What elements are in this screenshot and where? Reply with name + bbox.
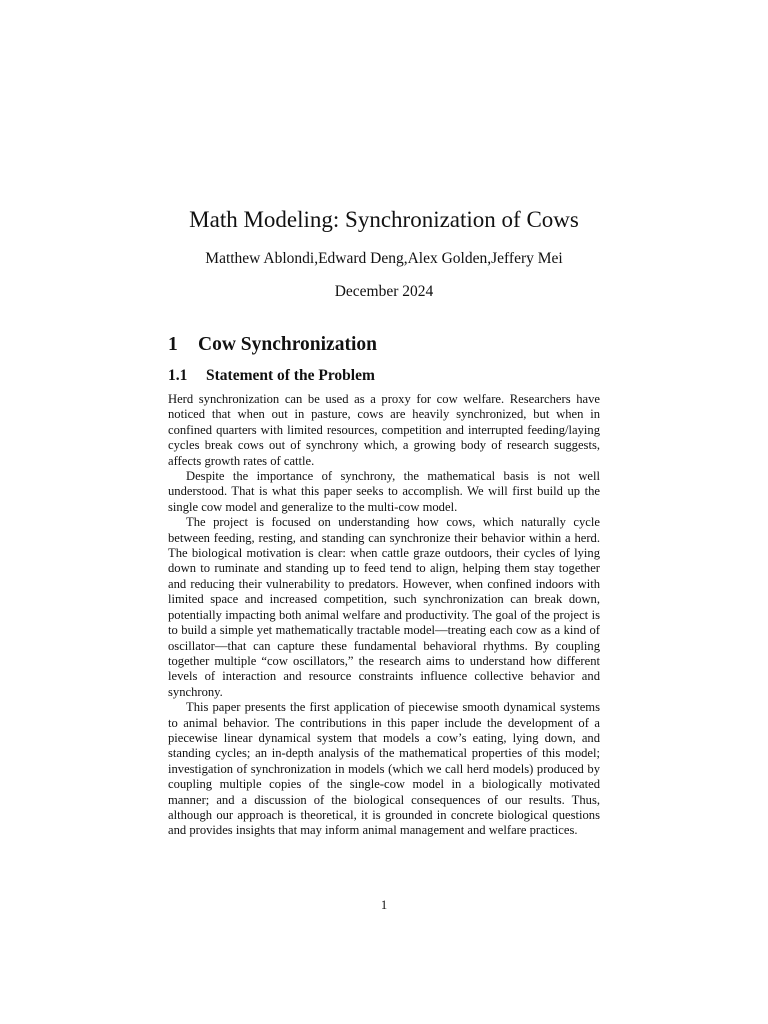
paragraph: The project is focused on understanding how cows, which naturally cycle between feeding, resting, and standing can synchronize their behavior within a herd. The biological motivation is clear: when cattle graze outdoors, their cycles of lying down to ruminate and standing up to feed tend to align, helping them stay together and reducing their vulnerability to predators. However, when confined indoors with limited space and increased competition, such synchronization can break down, potentially impacting both animal welfare and productivity. The goal of the project is to build a simple yet mathematically tractable model—treating each cow as a kind of oscillator—that can capture these fundamental behavioral rhythms. By coupling together multiple “cow oscillators,” the research aims to understand how different levels of interaction and resource constraints influence collective behavior and synchrony. [168, 515, 600, 699]
publication-date: December 2024 [334, 283, 434, 300]
section-heading [168, 333, 377, 357]
author-list: Matthew Ablondi,Edward Deng,Alex Golden,Jeffery Mei [205, 250, 563, 267]
section-title: Cow Synchronization [198, 334, 377, 355]
section-body [168, 392, 600, 839]
paragraph: This paper presents the first application of piecewise smooth dynamical systems to animal behavior. The contributions in this paper include the development of a piecewise linear dynamical system that models a cow’s eating, lying down, and standing cycles; an in-depth analysis of the mathematical properties of this model; investigation of synchronization in models (which we call herd models) produced by coupling multiple copies of the single-cow model in a biologically motivated manner; and a discussion of the biological consequences of our results. Thus, although our approach is theoretical, it is grounded in concrete biological questions and provides insights that may inform animal management and welfare practices. [168, 700, 600, 838]
subsection-number: 1.1 [168, 367, 188, 384]
subsection-heading [168, 366, 375, 386]
subsection-title: Statement of the Problem [206, 367, 375, 384]
paragraph: Herd synchronization can be used as a proxy for cow welfare. Researchers have noticed that when out in pasture, cows are heavily synchronized, but when in confined quarters with limited resources, competition and interrupted feeding/laying cycles break cows out of synchrony which, a growing body of research suggests, affects growth rates of cattle. [168, 392, 600, 468]
paragraph: Despite the importance of synchrony, the mathematical basis is not well understood. That is what this paper seeks to accomplish. We will first build up the single cow model and generalize to the multi-cow model. [168, 469, 600, 514]
page-number: 1 [380, 898, 388, 912]
section-number: 1 [168, 334, 178, 355]
paper-title: Math Modeling: Synchronization of Cows [189, 207, 579, 232]
